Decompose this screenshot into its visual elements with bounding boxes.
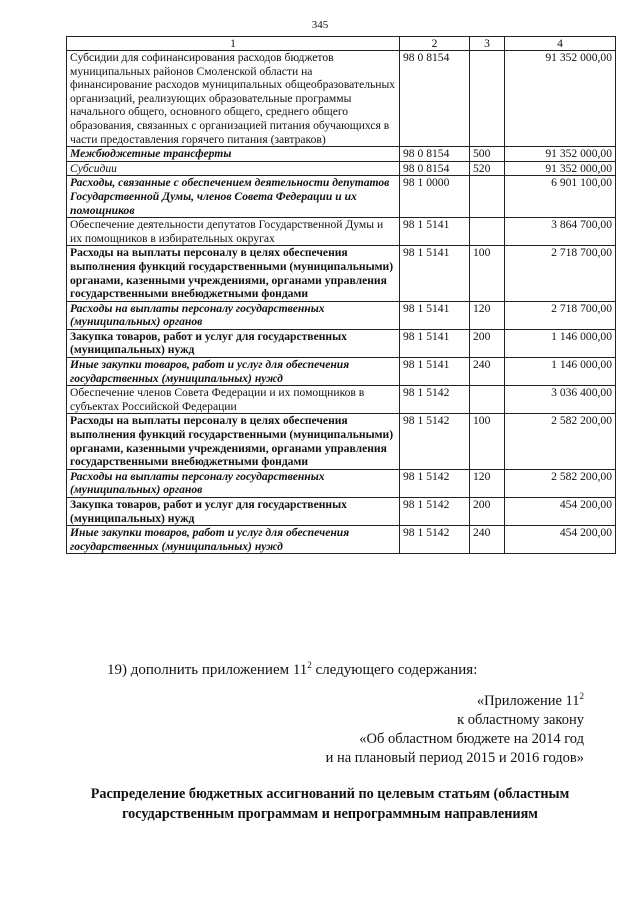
cell-type: 120 [470,301,505,329]
cell-code: 98 0 8154 [400,51,470,147]
cell-amount: 2 582 200,00 [505,469,616,497]
cell-amount: 91 352 000,00 [505,51,616,147]
cell-amount: 454 200,00 [505,526,616,554]
cell-amount: 1 146 000,00 [505,358,616,386]
cell-code: 98 1 5141 [400,329,470,357]
appendix-superscript: 2 [579,691,584,702]
cell-code: 98 0 8154 [400,161,470,176]
cell-type: 500 [470,147,505,162]
appendix-line-4: и на плановый период 2015 и 2016 годов» [325,750,584,766]
cell-name: Субсидии для софинансирования расходов бюджетов муниципальных районов Смоленской области на финансирование расходов муниципальных общеобразовательных организаций, реализующих образовательные программы начального общего, основного общего, среднего общего образования, связанных с организацией питания обучающихся в части предоставления горячего питания (завтраков) [67,51,400,147]
table-row [67,358,616,386]
cell-amount: 6 901 100,00 [505,176,616,218]
table-row [67,386,616,414]
cell-type: 200 [470,329,505,357]
heading-line-2: государственным программам и непрограммным направлениям [122,806,538,822]
cell-name: Расходы на выплаты персоналу государственных (муниципальных) органов [67,301,400,329]
cell-type: 520 [470,161,505,176]
cell-name: Иные закупки товаров, работ и услуг для обеспечения государственных (муниципальных) нужд [67,526,400,554]
section-heading [70,784,590,824]
amendment-superscript: 2 [307,660,312,670]
cell-code: 98 1 0000 [400,176,470,218]
cell-amount: 3 864 700,00 [505,218,616,246]
cell-name: Обеспечение деятельности депутатов Государственной Думы и их помощников в избирательных округах [67,218,400,246]
cell-name: Закупка товаров, работ и услуг для государственных (муниципальных) нужд [67,329,400,357]
cell-name: Закупка товаров, работ и услуг для государственных (муниципальных) нужд [67,498,400,526]
cell-name: Расходы на выплаты персоналу в целях обеспечения выполнения функций государственными (муниципальными) органами, казенными учреждениями, органами управления государственными внебюджетными фондами [67,414,400,469]
cell-name: Расходы, связанные с обеспечением деятельности депутатов Государственной Думы, членов Совета Федерации и их помощников [67,176,400,218]
cell-amount: 3 036 400,00 [505,386,616,414]
cell-code: 98 1 5141 [400,301,470,329]
appendix-reference [326,692,584,768]
cell-name: Обеспечение членов Совета Федерации и их помощников в субъектах Российской Федерации [67,386,400,414]
table-row [67,176,616,218]
heading-line-1: Распределение бюджетных ассигнований по целевым статьям (областным [90,786,570,802]
amendment-suffix: следующего содержания: [311,662,478,678]
budget-table [66,36,616,554]
appendix-line-1 [326,692,584,711]
cell-type [470,176,505,218]
amendment-text: 19) дополнить приложением 11 [107,662,308,678]
cell-type: 240 [470,358,505,386]
cell-name: Иные закупки товаров, работ и услуг для обеспечения государственных (муниципальных) нужд [67,358,400,386]
cell-code: 98 0 8154 [400,147,470,162]
cell-amount: 2 582 200,00 [505,414,616,469]
cell-code: 98 1 5142 [400,469,470,497]
table-row [67,526,616,554]
cell-type: 120 [470,469,505,497]
cell-type: 100 [470,246,505,301]
column-header-code: 2 [400,37,470,51]
cell-code: 98 1 5142 [400,498,470,526]
cell-name: Межбюджетные трансферты [67,147,400,162]
cell-amount: 2 718 700,00 [505,246,616,301]
cell-code: 98 1 5141 [400,358,470,386]
table-header-row [67,37,616,51]
table-row [67,469,616,497]
cell-code: 98 1 5142 [400,526,470,554]
cell-code: 98 1 5142 [400,414,470,469]
cell-type: 200 [470,498,505,526]
amendment-line [107,662,477,679]
table-row [67,246,616,301]
cell-name: Расходы на выплаты персоналу государственных (муниципальных) органов [67,469,400,497]
cell-type [470,218,505,246]
table-row [67,161,616,176]
table-row [67,301,616,329]
column-header-name: 1 [67,37,400,51]
cell-type [470,51,505,147]
table-row [67,498,616,526]
cell-name: Субсидии [67,161,400,176]
cell-code: 98 1 5142 [400,386,470,414]
cell-amount: 454 200,00 [505,498,616,526]
cell-amount: 91 352 000,00 [505,161,616,176]
cell-type [470,386,505,414]
cell-name: Расходы на выплаты персоналу в целях обеспечения выполнения функций государственными (муниципальными) органами, казенными учреждениями, органами управления государственными внебюджетными фондами [67,246,400,301]
cell-amount: 2 718 700,00 [505,301,616,329]
cell-amount: 91 352 000,00 [505,147,616,162]
column-header-amount: 4 [505,37,616,51]
table-row [67,414,616,469]
table-body [67,51,616,554]
table-row [67,147,616,162]
table-row [67,329,616,357]
cell-amount: 1 146 000,00 [505,329,616,357]
appendix-title: «Приложение 11 [476,693,580,709]
cell-type: 100 [470,414,505,469]
cell-code: 98 1 5141 [400,246,470,301]
appendix-line-3: «Об областном бюджете на 2014 год [359,731,584,747]
cell-type: 240 [470,526,505,554]
table-row [67,51,616,147]
column-header-type: 3 [470,37,505,51]
cell-code: 98 1 5141 [400,218,470,246]
appendix-line-2: к областному закону [457,712,584,728]
page-number: 345 [311,19,329,31]
table-row [67,218,616,246]
